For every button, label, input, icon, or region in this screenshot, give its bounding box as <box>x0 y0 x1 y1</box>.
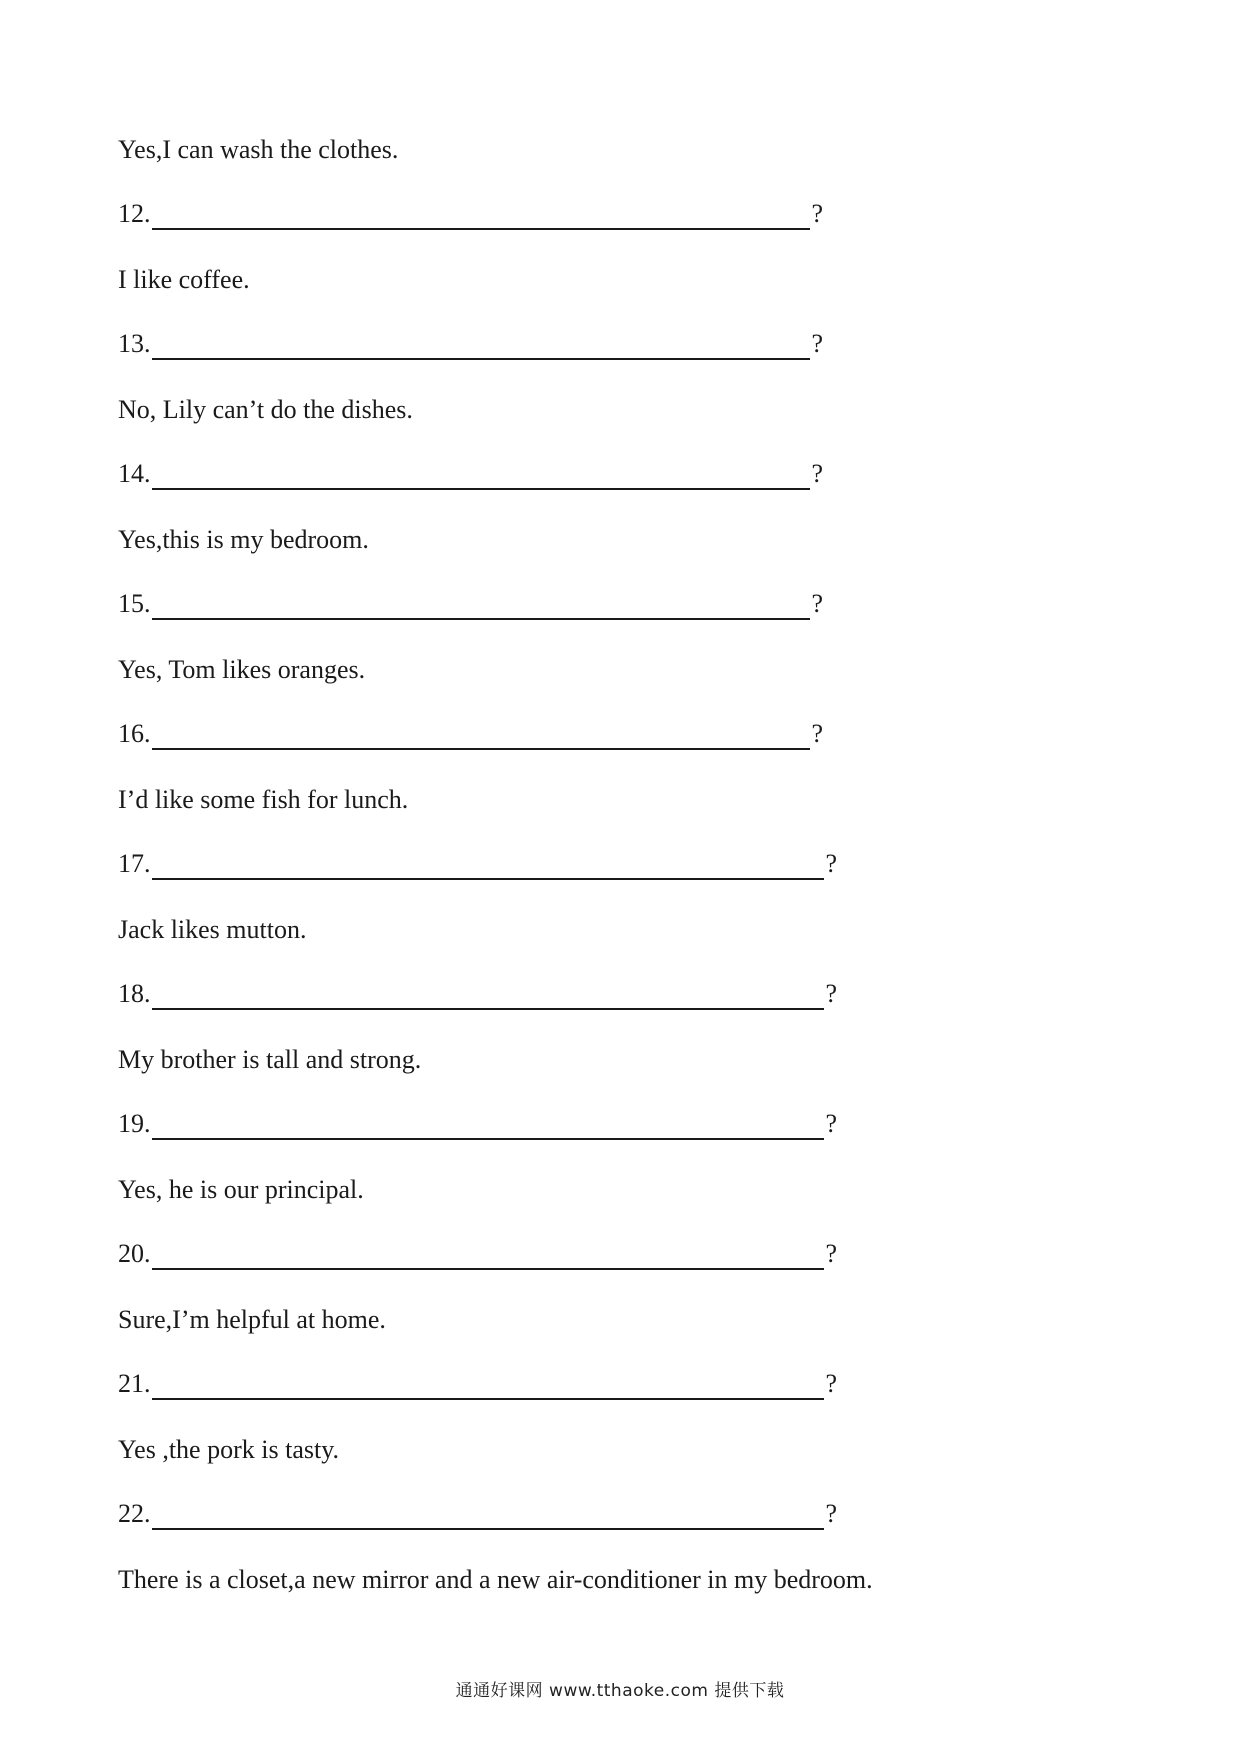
answer-blank[interactable] <box>152 590 810 620</box>
answer-blank[interactable] <box>152 720 810 750</box>
answer-line: Jack likes mutton. <box>118 915 307 944</box>
answer-line: Yes ,the pork is tasty. <box>118 1435 340 1464</box>
question-19-row <box>118 1108 837 1140</box>
question-number: 17. <box>118 849 151 878</box>
question-number: 14. <box>118 459 151 488</box>
answer-line: My brother is tall and strong. <box>118 1045 422 1074</box>
answer-line: No, Lily can’t do the dishes. <box>118 395 413 424</box>
answer-line: There is a closet,a new mirror and a new air-conditioner in my bedroom. <box>118 1565 873 1594</box>
question-15-row <box>118 588 823 620</box>
question-mark: ? <box>825 979 838 1008</box>
answer-line: Yes,this is my bedroom. <box>118 525 369 554</box>
question-13-row <box>118 328 823 360</box>
answer-line: Yes, Tom likes oranges. <box>118 655 366 684</box>
answer-line: I’d like some fish for lunch. <box>118 785 409 814</box>
question-number: 15. <box>118 589 151 618</box>
question-number: 19. <box>118 1109 151 1138</box>
question-18-row <box>118 978 837 1010</box>
question-mark: ? <box>811 459 824 488</box>
question-number: 22. <box>118 1499 151 1528</box>
question-mark: ? <box>811 719 824 748</box>
question-mark: ? <box>825 849 838 878</box>
answer-blank[interactable] <box>152 1240 824 1270</box>
question-22-row <box>118 1498 837 1530</box>
question-mark: ? <box>825 1109 838 1138</box>
question-mark: ? <box>825 1369 838 1398</box>
answer-line: Yes, he is our principal. <box>118 1175 364 1204</box>
question-number: 21. <box>118 1369 151 1398</box>
answer-blank[interactable] <box>152 330 810 360</box>
question-mark: ? <box>825 1239 838 1268</box>
question-number: 20. <box>118 1239 151 1268</box>
question-21-row <box>118 1368 837 1400</box>
question-mark: ? <box>811 329 824 358</box>
question-20-row <box>118 1238 837 1270</box>
answer-line: I like coffee. <box>118 265 250 294</box>
answer-blank[interactable] <box>152 460 810 490</box>
question-mark: ? <box>811 199 824 228</box>
question-12-row <box>118 198 823 230</box>
answer-line: Sure,I’m helpful at home. <box>118 1305 386 1334</box>
answer-blank[interactable] <box>152 1370 824 1400</box>
question-17-row <box>118 848 837 880</box>
question-number: 13. <box>118 329 151 358</box>
answer-blank[interactable] <box>152 1110 824 1140</box>
question-mark: ? <box>825 1499 838 1528</box>
answer-blank[interactable] <box>152 850 824 880</box>
question-number: 18. <box>118 979 151 1008</box>
answer-blank[interactable] <box>152 1500 824 1530</box>
question-16-row <box>118 718 823 750</box>
question-mark: ? <box>811 589 824 618</box>
answer-blank[interactable] <box>152 200 810 230</box>
question-number: 12. <box>118 199 151 228</box>
footer-watermark: 通通好课网 www.tthaoke.com 提供下载 <box>455 1681 785 1701</box>
question-14-row <box>118 458 823 490</box>
answer-blank[interactable] <box>152 980 824 1010</box>
question-number: 16. <box>118 719 151 748</box>
answer-line: Yes,I can wash the clothes. <box>118 135 399 164</box>
